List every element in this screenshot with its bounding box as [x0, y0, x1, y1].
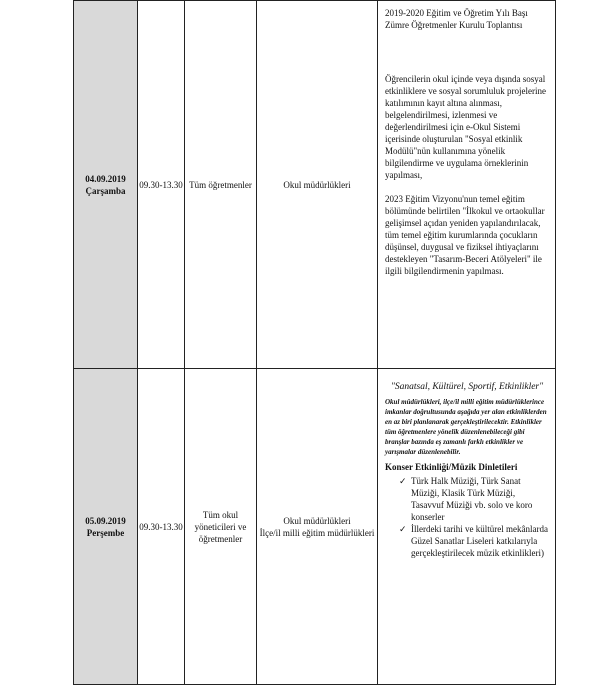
date-cell	[74, 1, 138, 369]
time: 09.30-13.30	[139, 521, 183, 532]
description-paragraph: 2023 Eğitim Vizyonu'nun temel eğitim bölümünde belirtilen "İlkokul ve ortaokullar gelişimsel açıdan yeniden yapılandırılacak, tüm temel eğitim kurumlarında çocukların düşünsel, duygusal ve fiziksel ihtiyaçlarını destekleyen "Tasarım-Beceri Atölyeleri" ile ilgili bilgilendirmenin yapılması.	[385, 194, 545, 276]
time: 09.30-13.30	[139, 179, 183, 190]
description-paragraph: Öğrencilerin okul içinde veya dışında sosyal etkinliklere ve sosyal sorumluluk projelerine katılımının kayıt altına alınması, belgelendirilmesi, izlenmesi ve değerlendirilmesi için e-Okul Sistemi içerisinde oluşturulan "Sosyal etkinlik Modülü"nün kullanımına yönelik bilgilendirme ve uygulama örneklerinin yapılması,	[385, 74, 546, 180]
time-cell	[138, 369, 185, 685]
time-cell	[138, 1, 185, 369]
table-row	[74, 369, 556, 685]
schedule-table	[73, 0, 556, 685]
meeting-title: 2019-2020 Eğitim ve Öğretim Yılı Başı Zümre Öğretmenler Kurulu Toplantısı	[385, 8, 528, 30]
day: Çarşamba	[85, 185, 126, 196]
date-cell	[74, 369, 138, 685]
participants: Tüm öğretmenler	[189, 179, 252, 190]
activity-list	[385, 475, 549, 559]
participants: Tüm okul yöneticileri ve öğretmenler	[194, 509, 247, 544]
place: Okul müdürlükleri	[283, 515, 351, 526]
checkmark-icon: ✓	[399, 524, 407, 534]
activity-intro: Okul müdürlükleri, ilçe/il milli eğitim müdürlüklerince imkanlar doğrultusunda aşağıda yer alan etkinliklerden en az biri planlanarak gerçekleştirilecektir. Etkinlikler tüm öğretmenlere yönelik düzenlenebileceği gibi branşlar bazında eş zamanlı farklı etkinlikler ve yarışmalar düzenlenebilir.	[385, 398, 547, 456]
list-item	[399, 475, 549, 523]
participants-cell	[185, 369, 257, 685]
day: Perşembe	[86, 527, 125, 538]
list-item	[399, 523, 549, 559]
description-cell	[378, 369, 556, 685]
place-cell	[257, 1, 378, 369]
activity-subtitle: Konser Etkinliği/Müzik Dinletileri	[385, 462, 518, 472]
list-item-text: Türk Halk Müziği, Türk Sanat Müziği, Klasik Türk Müziği, Tasavvuf Müziği vb. solo ve koro konserler	[411, 476, 533, 522]
date: 04.09.2019	[85, 173, 126, 184]
date: 05.09.2019	[85, 515, 126, 526]
activity-title: "Sanatsal, Kültürel, Sportif, Etkinlikler"	[390, 382, 544, 392]
table-row	[74, 1, 556, 369]
place: Okul müdürlükleri	[283, 179, 351, 190]
list-item-text: İllerdeki tarihi ve kültürel mekânlarda Güzel Sanatlar Liseleri katkılarıyla gerçekleştirilecek müzik etkinlikleri)	[411, 524, 548, 558]
place-cell	[257, 369, 378, 685]
checkmark-icon: ✓	[399, 476, 407, 486]
participants-cell	[185, 1, 257, 369]
description-cell	[378, 1, 556, 369]
place: İlçe/il milli eğitim müdürlükleri	[259, 527, 375, 538]
